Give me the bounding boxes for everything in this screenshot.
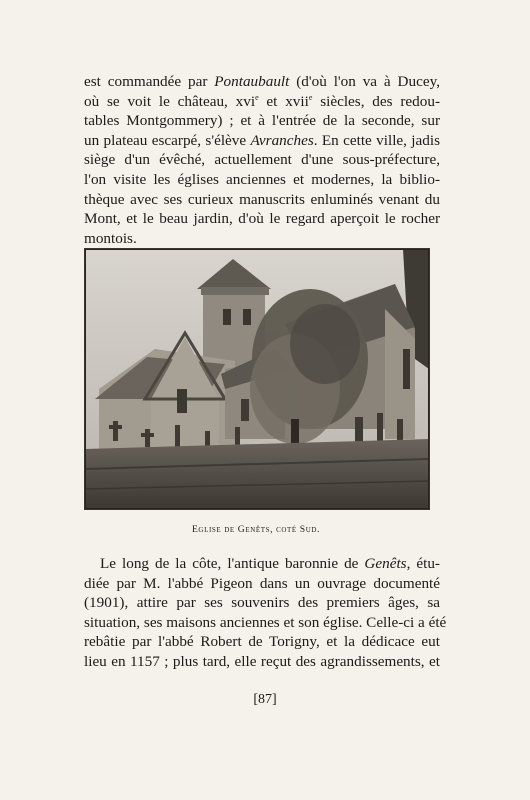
text-line: lieu en 1157 ; plus tard, elle reçut des agrandissements, et xyxy=(84,652,440,670)
paragraph-2 xyxy=(84,554,447,672)
paragraph-1 xyxy=(84,72,440,248)
text-line: Le long de la côte, l'antique baronnie de Genêts, étu- xyxy=(100,555,440,572)
text-line: Mont, et le beau jardin, d'où le regard aperçoit le rocher xyxy=(84,210,440,228)
text-line: l'on visite les églises anciennes et modernes, la biblio- xyxy=(84,170,440,188)
text-line: (1901), attire par ses souvenirs des premiers âges, sa xyxy=(84,594,440,612)
church-photo-illustration xyxy=(85,249,429,509)
text-line: où se voit le château, xvi$^e$ et xvii$^e$ siècles, des redou- xyxy=(84,92,440,110)
text-line: situation, ses maisons anciennes et son église. Celle-ci a été xyxy=(84,613,447,631)
figure-caption: Eglise de Genêts, coté Sud. xyxy=(191,524,321,535)
text-line: tables Montgommery) ; et à l'entrée de la seconde, sur xyxy=(84,112,440,130)
text-line: est commandée par Pontaubault (d'où l'on va à Ducey, xyxy=(84,73,440,90)
text-line: montois. xyxy=(84,229,137,247)
text-line: rebâtie par l'abbé Robert de Torigny, et la dédicace eut xyxy=(84,633,440,651)
text-line: thèque avec ses curieux manuscrits enluminés venant du xyxy=(84,190,440,208)
page-number: [87] xyxy=(253,692,277,707)
church-photograph xyxy=(84,248,430,510)
text-line: un plateau escarpé, s'élève Avranches. En cette ville, jadis xyxy=(84,131,440,149)
text-line: siège d'un évêché, actuellement d'une sous-préfecture, xyxy=(84,151,440,169)
text-line: diée par M. l'abbé Pigeon dans un ouvrage documenté xyxy=(84,574,440,592)
